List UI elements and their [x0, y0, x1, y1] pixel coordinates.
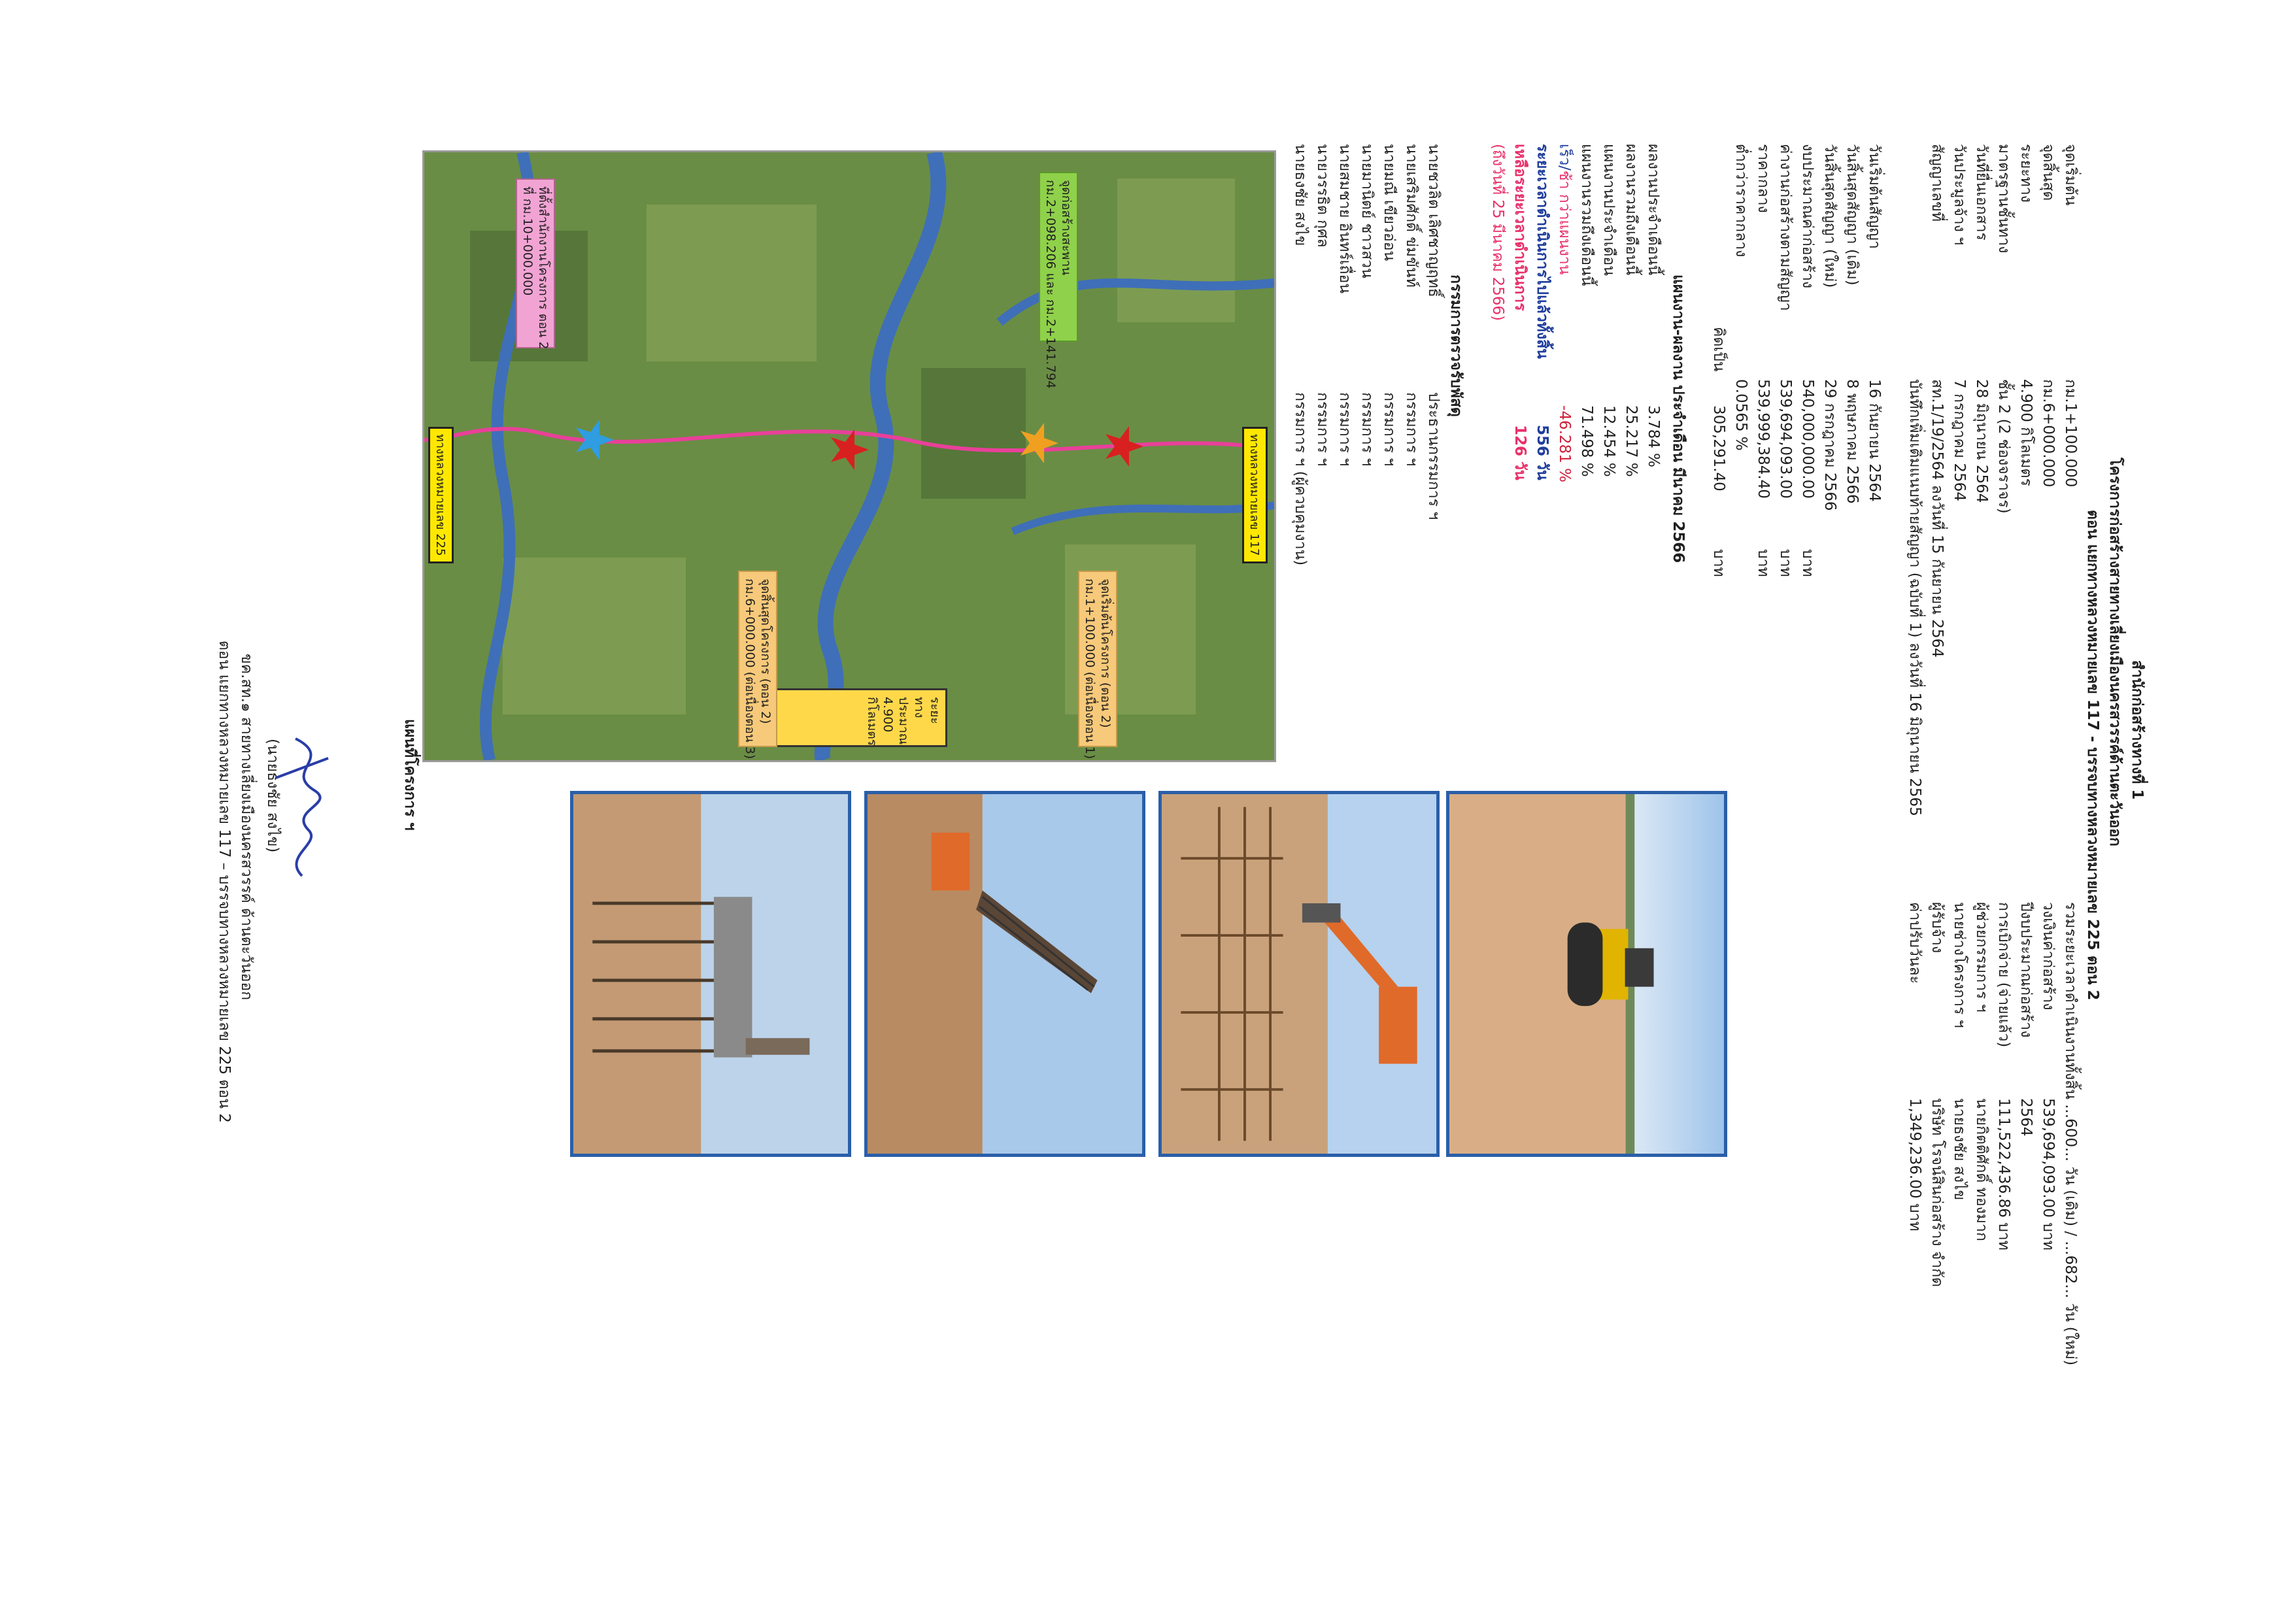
member-name: นายมานิตย์ ชาวสวน	[1359, 144, 1376, 278]
contract-label: ค่างานก่อสร้างตามสัญญา	[1777, 144, 1794, 311]
committee-heading: กรรมการตรวจรับพัสดุ	[1447, 275, 1464, 417]
length-callout: ระยะทางประมาณ 4.900 กิโลเมตร	[751, 688, 947, 747]
contract-value: 540,000,000.00	[1799, 379, 1816, 499]
elapsed-label: ระยะเวลาดำเนินการไปแล้วทั้งสิ้น	[1534, 144, 1551, 359]
progress-label: แผนงานรวมถึงเดือนนี้	[1578, 144, 1595, 286]
pier-formwork-illustration	[573, 794, 848, 1154]
member-role: ประธานกรรมการ ฯ	[1425, 392, 1442, 520]
right-info-value: นายธงชัย สงไข	[1951, 1098, 1968, 1201]
bridge-km: กม.2+098.206 และ กม.2+141.794	[1043, 180, 1058, 389]
contract-value: 16 กันยายน 2564	[1866, 379, 1883, 502]
as-of-date: (ถึงวันที่ 25 มีนาคม 2566)	[1489, 144, 1506, 321]
remaining-value: 126 วัน	[1511, 425, 1528, 480]
right-info-value: บริษัท โรจน์สินก่อสร้าง จำกัด	[1929, 1098, 1946, 1288]
progress-value: 25.217 %	[1623, 405, 1640, 477]
contract-unit: บาท	[1799, 549, 1816, 577]
end-km: กม.6+000.000 (ต่อเนื่องตอน 3)	[743, 578, 757, 760]
site-photo-excavator	[1158, 791, 1440, 1157]
remaining-label: เหลือระยะเวลาดำเนินการ	[1511, 144, 1528, 311]
contract-value: 305,291.40	[1710, 405, 1727, 492]
contract-label: คิดเป็น	[1710, 327, 1727, 372]
bridge-callout	[1039, 172, 1078, 389]
project-map	[422, 150, 1276, 762]
right-info-label: ผู้รับจ้าง	[1929, 902, 1946, 954]
contract-value: 0.0565 %	[1732, 379, 1749, 451]
contract-unit: บาท	[1755, 549, 1772, 577]
end-point-callout	[738, 571, 777, 760]
map-caption: แผนที่โครงการ ฯ	[401, 719, 418, 831]
right-info-label: ค่าปรับวันละ	[1906, 902, 1923, 984]
info-value: 28 มิถุนายน 2564	[1973, 379, 1990, 503]
member-role: กรรมการ ฯ	[1381, 392, 1398, 467]
info-label: วันประมูลจ้าง ฯ	[1951, 144, 1968, 246]
info-label: มาตรฐานชั้นทาง	[1995, 144, 2012, 254]
progress-label: ผลงานรวมถึงเดือนนี้	[1623, 144, 1640, 276]
member-role: กรรมการ ฯ	[1314, 392, 1331, 467]
info-value: ชั้น 2 (2 ช่องจราจร)	[1995, 379, 2012, 514]
roller-illustration	[1449, 794, 1724, 1154]
project-title: โครงการก่อสร้างสายทางเลี่ยงเมืองนครสวรรค์ด้านตะวันออก	[2106, 458, 2123, 846]
info-label: จุดสิ้นสุด	[2040, 144, 2057, 201]
section-title: ตอน แยกทางหลวงหมายเลข 117 - บรรจบทางหลวงหมายเลข 225 ตอน 2	[2084, 510, 2101, 1001]
behind-label: ช้า กว่าแผนงาน	[1556, 170, 1573, 275]
member-name: นายสมชาย อินทร์เถื่อน	[1336, 144, 1353, 294]
hwy-225-tag: ทางหลวงหมายเลข 225	[428, 427, 454, 563]
right-info-label: ปีงบประมาณก่อสร้าง	[2017, 902, 2034, 1038]
member-name: นายเสริมศักดิ์ ข่มขันท์	[1403, 144, 1420, 288]
piling-rig-illustration	[868, 794, 1142, 1154]
contract-value: 8 พฤษภาคม 2566	[1844, 379, 1861, 504]
end-label: จุดสิ้นสุดโครงการ (ตอน 2)	[758, 578, 773, 724]
right-info-label: นายช่างโครงการ ฯ	[1951, 902, 1968, 1028]
contract-label: ต่ำกว่าราคากลาง	[1732, 144, 1749, 258]
contract-value: 539,694,093.00	[1777, 379, 1794, 499]
info-value: กม.1+100.000	[2062, 379, 2079, 488]
progress-value: 12.454 %	[1600, 405, 1617, 477]
member-role: กรรมการ ฯ	[1403, 392, 1420, 467]
right-info-label: วงเงินค่าก่อสร้าง	[2040, 902, 2057, 1011]
start-point-callout	[1078, 571, 1117, 760]
contract-label: วันสิ้นสุดสัญญา (ใหม่)	[1821, 144, 1838, 288]
info-value: กม.6+000.000	[2040, 379, 2057, 488]
member-name: นายธงชัย สงไข	[1292, 144, 1309, 246]
member-role: กรรมการ ฯ	[1336, 392, 1353, 467]
site-photo-pier-formwork	[570, 791, 851, 1157]
member-name: นายมณี เขียวอ่อน	[1381, 144, 1398, 261]
contract-value: 539,999,384.40	[1755, 379, 1772, 499]
member-role: กรรมการ ฯ	[1359, 392, 1376, 467]
site-photo-piling-rig	[864, 791, 1145, 1157]
info-value: สท.1/19/2564 ลงวันที่ 15 กันยายน 2564	[1929, 379, 1946, 658]
signer-name: (นายธงชัย สงไข)	[264, 739, 281, 853]
right-info-value: 2564	[2017, 1098, 2034, 1137]
right-info-label: ผู้ช่วยกรรมการ ฯ	[1973, 902, 1990, 1012]
info-label: วันที่ยื่นเอกสาร	[1973, 144, 1990, 241]
contract-label: วันเริ่มต้นสัญญา	[1866, 144, 1883, 249]
signer-position: ขค.สท.๑ สายทางเลี่ยงเมืองนครสวรรค์ ด้านตะวันออก	[238, 654, 255, 1001]
signer-position-2: ตอน แยกทางหลวงหมายเลข 117 – บรรจบทางหลวงหมายเลข 225 ตอน 2	[216, 641, 233, 1123]
contract-label: งบประมาณค่าก่อสร้าง	[1799, 144, 1816, 289]
contract-label: ราคากลาง	[1755, 144, 1772, 213]
start-label: จุดเริ่มต้นโครงการ (ตอน 2)	[1098, 578, 1113, 728]
info-label: สัญญาเลขที่	[1929, 144, 1946, 222]
office-title: สำนักก่อสร้างทางที่ 1	[2129, 660, 2146, 800]
info-label: ระยะทาง	[2017, 144, 2034, 203]
office-label: ที่ตั้งสำนักงานโครงการ ตอน 2	[536, 186, 550, 350]
info-value-continued: บันทึกเพิ่มเติมแนบท้ายสัญญา (ฉบับที่ 1) ลงวันที่ 16 มิถุนายน 2565	[1906, 379, 1923, 816]
hwy-117-tag: ทางหลวงหมายเลข 117	[1242, 427, 1268, 563]
member-name: นายวรรธิต กุศล	[1314, 144, 1331, 248]
elapsed-value: 556 วัน	[1534, 425, 1551, 480]
info-value: 4.900 กิโลเมตร	[2017, 379, 2034, 486]
office-callout	[516, 178, 555, 348]
progress-label: แผนงานประจำเดือน	[1600, 144, 1617, 276]
progress-value: 71.498 %	[1578, 405, 1595, 477]
contract-label: วันสิ้นสุดสัญญา (เดิม)	[1844, 144, 1861, 286]
info-value: 7 กรกฎาคม 2564	[1951, 379, 1968, 501]
right-info-value: 111,522,436.86 บาท	[1995, 1098, 2012, 1250]
right-info-label: รวมระยะเวลาดำเนินงานทั้งสิ้น ...600... วัน (เดิม) / ...682... วัน (ใหม่)	[2062, 902, 2079, 1366]
handwritten-signature	[269, 732, 341, 889]
right-info-value: 1,349,236.00 บาท	[1906, 1098, 1923, 1231]
right-info-label: การเบิกจ่าย (จ่ายแล้ว)	[1995, 902, 2012, 1048]
contract-value: 29 กรกฎาคม 2566	[1821, 379, 1838, 511]
progress-heading: แผนงาน-ผลงาน ประจำเดือน มีนาคม 2566	[1670, 275, 1687, 563]
ahead-label: เร็ว/	[1556, 144, 1573, 171]
bridge-label: จุดก่อสร้างสะพาน	[1059, 180, 1073, 276]
start-km: กม.1+100.000 (ต่อเนื่องตอน 1)	[1083, 578, 1097, 760]
right-info-value: นายกิตติศักดิ์ ทองมาก	[1973, 1098, 1990, 1241]
member-role: กรรมการ ฯ (ผู้ควบคุมงาน)	[1292, 392, 1309, 566]
progress-label: ผลงานประจำเดือนนี้	[1645, 144, 1662, 276]
contract-unit: บาท	[1710, 549, 1727, 577]
info-label: จุดเริ่มต้น	[2062, 144, 2079, 206]
office-km: ที่ กม.10+000.000	[520, 186, 535, 296]
site-photo-roller	[1446, 791, 1727, 1157]
excavator-illustration	[1162, 794, 1436, 1154]
right-info-value: 539,694,093.00 บาท	[2040, 1098, 2057, 1250]
ahead-value: -46.281 %	[1556, 405, 1573, 482]
contract-unit: บาท	[1777, 549, 1794, 577]
progress-value: 3.784 %	[1645, 405, 1662, 468]
member-name: นายชวลิต เลิศชาญฤทธิ์	[1425, 144, 1442, 297]
ahead-behind-label	[1555, 144, 1574, 275]
